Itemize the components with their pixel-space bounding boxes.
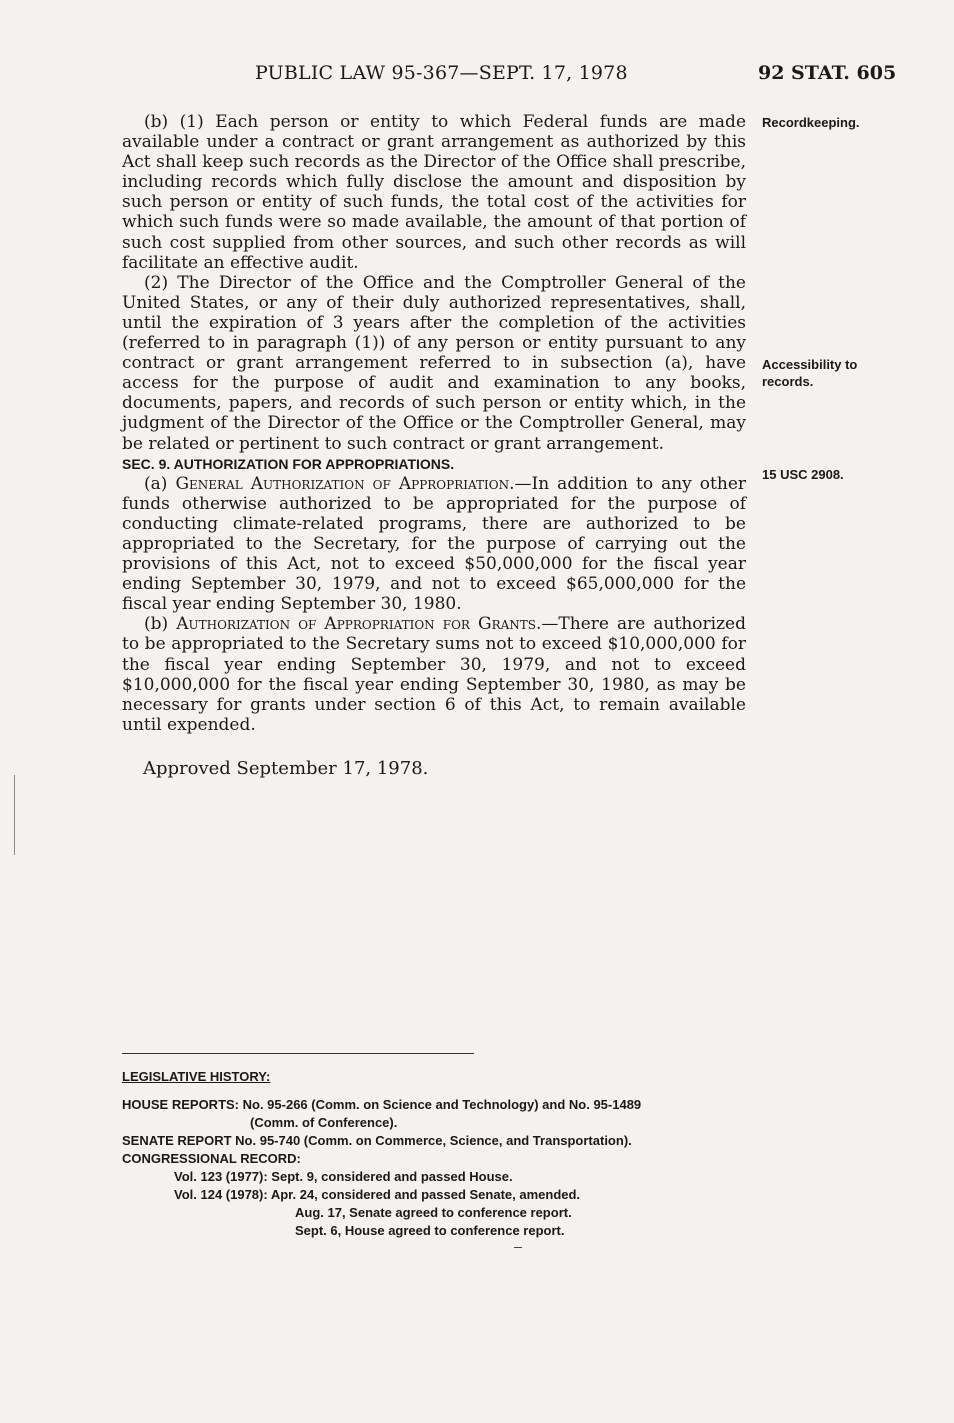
margin-note-recordkeeping: Recordkeeping.: [762, 115, 860, 130]
legislative-history: [122, 1068, 762, 1240]
subsection-b-text: —There are authorized to be appropriated to the Secretary sums not to exceed $10,000,000 for the fiscal year ending September 30, 1979, and not to exceed $10,000,000 for the fiscal year ending September 30, 1980, as may be necessary for grants under section 6 of this Act, to remain available until expended.: [122, 614, 746, 735]
margin-note-accessibility-line2: records.: [762, 374, 814, 389]
paragraph-b1: (b) (1) Each person or entity to which Federal funds are made available under a contract or grant arrangement as authorized by this Act shall keep such records as the Director of the Office shall prescribe, including records which fully disclose the amount and disposition by such person or entity of such funds, the total cost of the activities for which such funds were so made available, the amount of that portion of such cost supplied from other sources, and such other records as will facilitate an effective audit.: [122, 112, 746, 273]
divider-rule: [122, 1053, 474, 1054]
margin-note-usc: 15 USC 2908.: [762, 467, 844, 482]
end-dash: [514, 1247, 522, 1248]
main-text: [122, 112, 746, 735]
approval-date: Approved September 17, 1978.: [143, 758, 429, 779]
record-vol-124: Vol. 124 (1978): Apr. 24, considered and passed Senate, amended.: [174, 1187, 581, 1202]
page-header-stat: 92 STAT. 605: [758, 62, 897, 84]
house-reports-line1: HOUSE REPORTS: No. 95-266 (Comm. on Science and Technology) and No. 95-1489: [122, 1097, 642, 1112]
legislative-history-title: LEGISLATIVE HISTORY:: [122, 1069, 271, 1084]
house-reports-line2: (Comm. of Conference).: [250, 1115, 398, 1130]
subsection-a-text: —In addition to any other funds otherwise authorized to be appropriated for the purpose of conducting climate-related programs, there are authorized to be appropriated to the Secretary, for the purpose of carrying out the provisions of this Act, not to exceed $50,000,000 for the fiscal year ending September 30, 1979, and not to exceed $65,000,000 for the fiscal year ending September 30, 1980.: [122, 473, 747, 615]
scan-edge-line: [14, 775, 15, 855]
section-heading: SEC. 9. AUTHORIZATION FOR APPROPRIATIONS.: [122, 455, 455, 472]
senate-report: SENATE REPORT No. 95-740 (Comm. on Commerce, Science, and Transportation).: [122, 1133, 632, 1148]
paragraph-a: (a) General Authorization of Appropriation.—In addition to any other funds otherwise authorized to be appropriated for the purpose of conducting climate-related programs, there are authorized to be appropriated to the Secretary, for the purpose of carrying out the provisions of this Act, not to exceed $50,000,000 for the fiscal year ending September 30, 1979, and not to exceed $65,000,000 for the fiscal year ending September 30, 1980.: [122, 473, 747, 615]
paragraph-b2: (2) The Director of the Office and the Comptroller General of the United States, or any of their duly authorized representatives, shall, until the expiration of 3 years after the completion of the activities (referred to in paragraph (1)) of any person or entity pursuant to any contract or grant arrangement referred to in subsection (a), have access for the purpose of audit and examination to any books, documents, papers, and records of such person or entity which, in the judgment of the Director of the Office or the Comptroller General, may be related or pertinent to such contract or grant arrangement.: [122, 272, 746, 454]
margin-note-accessibility-line1: Accessibility to: [762, 357, 858, 372]
record-sept-6: Sept. 6, House agreed to conference report.: [295, 1223, 565, 1238]
margin-note-accessibility: [762, 356, 857, 390]
record-aug-17: Aug. 17, Senate agreed to conference report.: [295, 1205, 572, 1220]
paragraph-b: (b) Authorization of Appropriation for Grants.—There are authorized to be appropriated to the Secretary sums not to exceed $10,000,000 for the fiscal year ending September 30, 1979, and not to exceed $10,000,000 for the fiscal year ending September 30, 1980, as may be necessary for grants under section 6 of this Act, to remain available until expended.: [122, 614, 746, 735]
congressional-record-heading: CONGRESSIONAL RECORD:: [122, 1151, 301, 1166]
subsection-b-label: Authorization of Appropriation for Grants.: [176, 614, 542, 635]
page-header-title: PUBLIC LAW 95-367—SEPT. 17, 1978: [255, 62, 628, 84]
record-vol-123: Vol. 123 (1977): Sept. 9, considered and passed House.: [174, 1169, 513, 1184]
subsection-a-label: General Authorization of Appropriation.: [175, 473, 515, 494]
